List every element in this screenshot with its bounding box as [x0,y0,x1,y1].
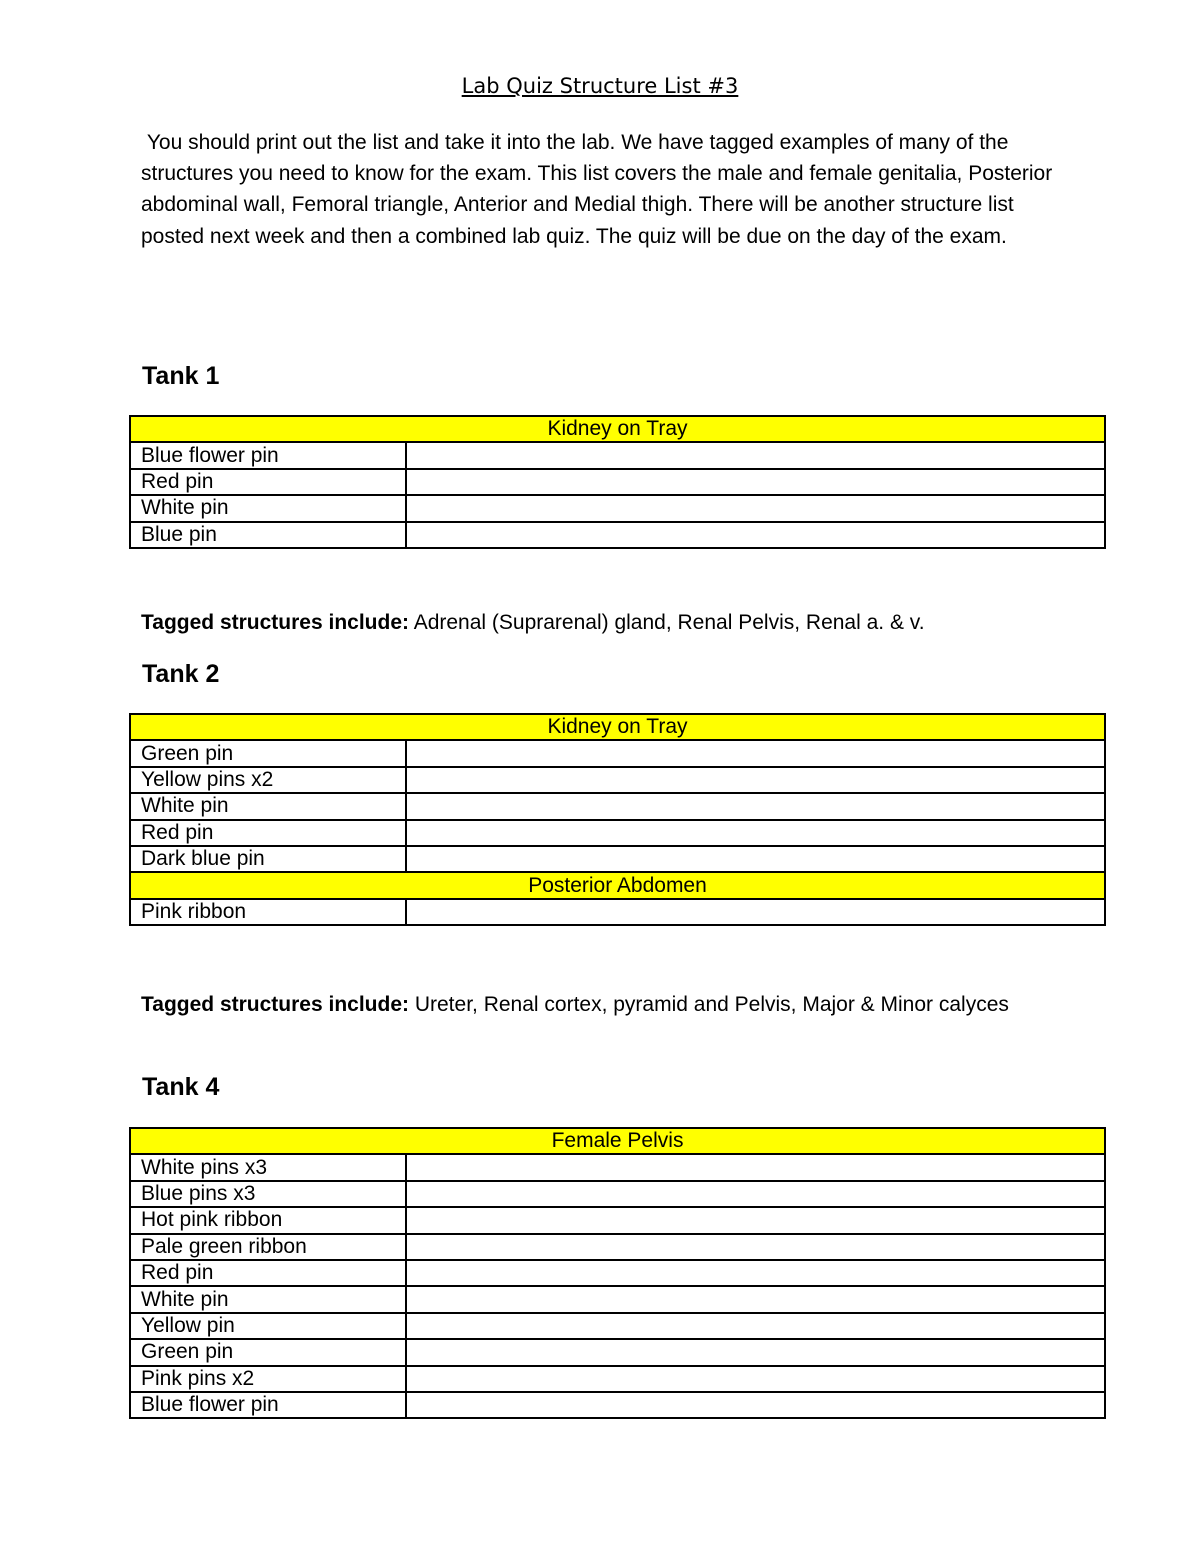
table-row [130,1234,1105,1260]
tank-2-heading: Tank 2 [142,660,220,688]
tagged-text: Ureter, Renal cortex, pyramid and Pelvis, Major & Minor calyces [414,993,1009,1016]
tank-2-table [129,713,1106,926]
structure-label: Red pin [130,469,406,495]
table-row [130,1313,1105,1339]
tagged-lead: Tagged structures include: [141,611,409,634]
answer-cell[interactable] [406,1207,1105,1233]
structure-label: Hot pink ribbon [130,1207,406,1233]
answer-cell[interactable] [406,899,1105,925]
answer-cell[interactable] [406,740,1105,766]
structure-label: Yellow pins x2 [130,767,406,793]
table-row [130,740,1105,766]
tagged-text: Adrenal (Suprarenal) gland, Renal Pelvis, Renal a. & v. [413,611,925,634]
answer-cell[interactable] [406,1392,1105,1418]
answer-cell[interactable] [406,1286,1105,1312]
structure-label: Pink ribbon [130,899,406,925]
table-row [130,495,1105,521]
answer-cell[interactable] [406,820,1105,846]
section-header: Kidney on Tray [130,416,1105,442]
table-section-row [130,416,1105,442]
table-row [130,1286,1105,1312]
table-row [130,899,1105,925]
structure-label: White pin [130,1286,406,1312]
answer-cell[interactable] [406,442,1105,468]
answer-cell[interactable] [406,1313,1105,1339]
answer-cell[interactable] [406,793,1105,819]
structure-label: White pins x3 [130,1154,406,1180]
page-title: Lab Quiz Structure List #3 [461,74,739,98]
tank-2-tagged-structures [141,989,1076,1020]
answer-cell[interactable] [406,846,1105,872]
structure-label: Red pin [130,1260,406,1286]
structure-label: Blue flower pin [130,442,406,468]
table-row [130,1366,1105,1392]
tank-1-heading: Tank 1 [142,362,220,390]
structure-label: Red pin [130,820,406,846]
structure-label: Blue flower pin [130,1392,406,1418]
table-section-row [130,1128,1105,1154]
table-row [130,522,1105,548]
section-header: Female Pelvis [130,1128,1105,1154]
tank-4-heading: Tank 4 [142,1073,220,1101]
structure-label: Dark blue pin [130,846,406,872]
table-row [130,1207,1105,1233]
structure-label: White pin [130,793,406,819]
structure-label: Pale green ribbon [130,1234,406,1260]
section-header: Posterior Abdomen [130,872,1105,898]
tagged-lead: Tagged structures include: [141,993,409,1016]
tank-1-table [129,415,1106,549]
answer-cell[interactable] [406,1366,1105,1392]
structure-label: White pin [130,495,406,521]
answer-cell[interactable] [406,767,1105,793]
answer-cell[interactable] [406,1154,1105,1180]
answer-cell[interactable] [406,1339,1105,1365]
intro-paragraph: You should print out the list and take it into the lab. We have tagged examples of many of the structures you need to know for the exam. This list covers the male and female genitalia, Posterior abdominal wall, Femoral triangle, Anterior and Medial thigh. There will be another structure list posted next week and then a combined lab quiz. The quiz will be due on the day of the exam. [141,131,1059,248]
table-row [130,793,1105,819]
answer-cell[interactable] [406,1260,1105,1286]
table-row [130,1181,1105,1207]
table-row [130,846,1105,872]
table-row [130,1392,1105,1418]
section-header: Kidney on Tray [130,714,1105,740]
tank-4-table [129,1127,1106,1419]
table-row [130,442,1105,468]
answer-cell[interactable] [406,1234,1105,1260]
table-section-row [130,714,1105,740]
structure-label: Blue pin [130,522,406,548]
structure-label: Blue pins x3 [130,1181,406,1207]
structure-label: Green pin [130,740,406,766]
answer-cell[interactable] [406,469,1105,495]
table-section-row [130,872,1105,898]
answer-cell[interactable] [406,495,1105,521]
table-row [130,469,1105,495]
tank-1-tagged-structures [141,607,1076,638]
structure-label: Pink pins x2 [130,1366,406,1392]
table-row [130,1260,1105,1286]
answer-cell[interactable] [406,522,1105,548]
structure-label: Yellow pin [130,1313,406,1339]
structure-label: Green pin [130,1339,406,1365]
answer-cell[interactable] [406,1181,1105,1207]
table-row [130,1339,1105,1365]
table-row [130,1154,1105,1180]
table-row [130,820,1105,846]
table-row [130,767,1105,793]
